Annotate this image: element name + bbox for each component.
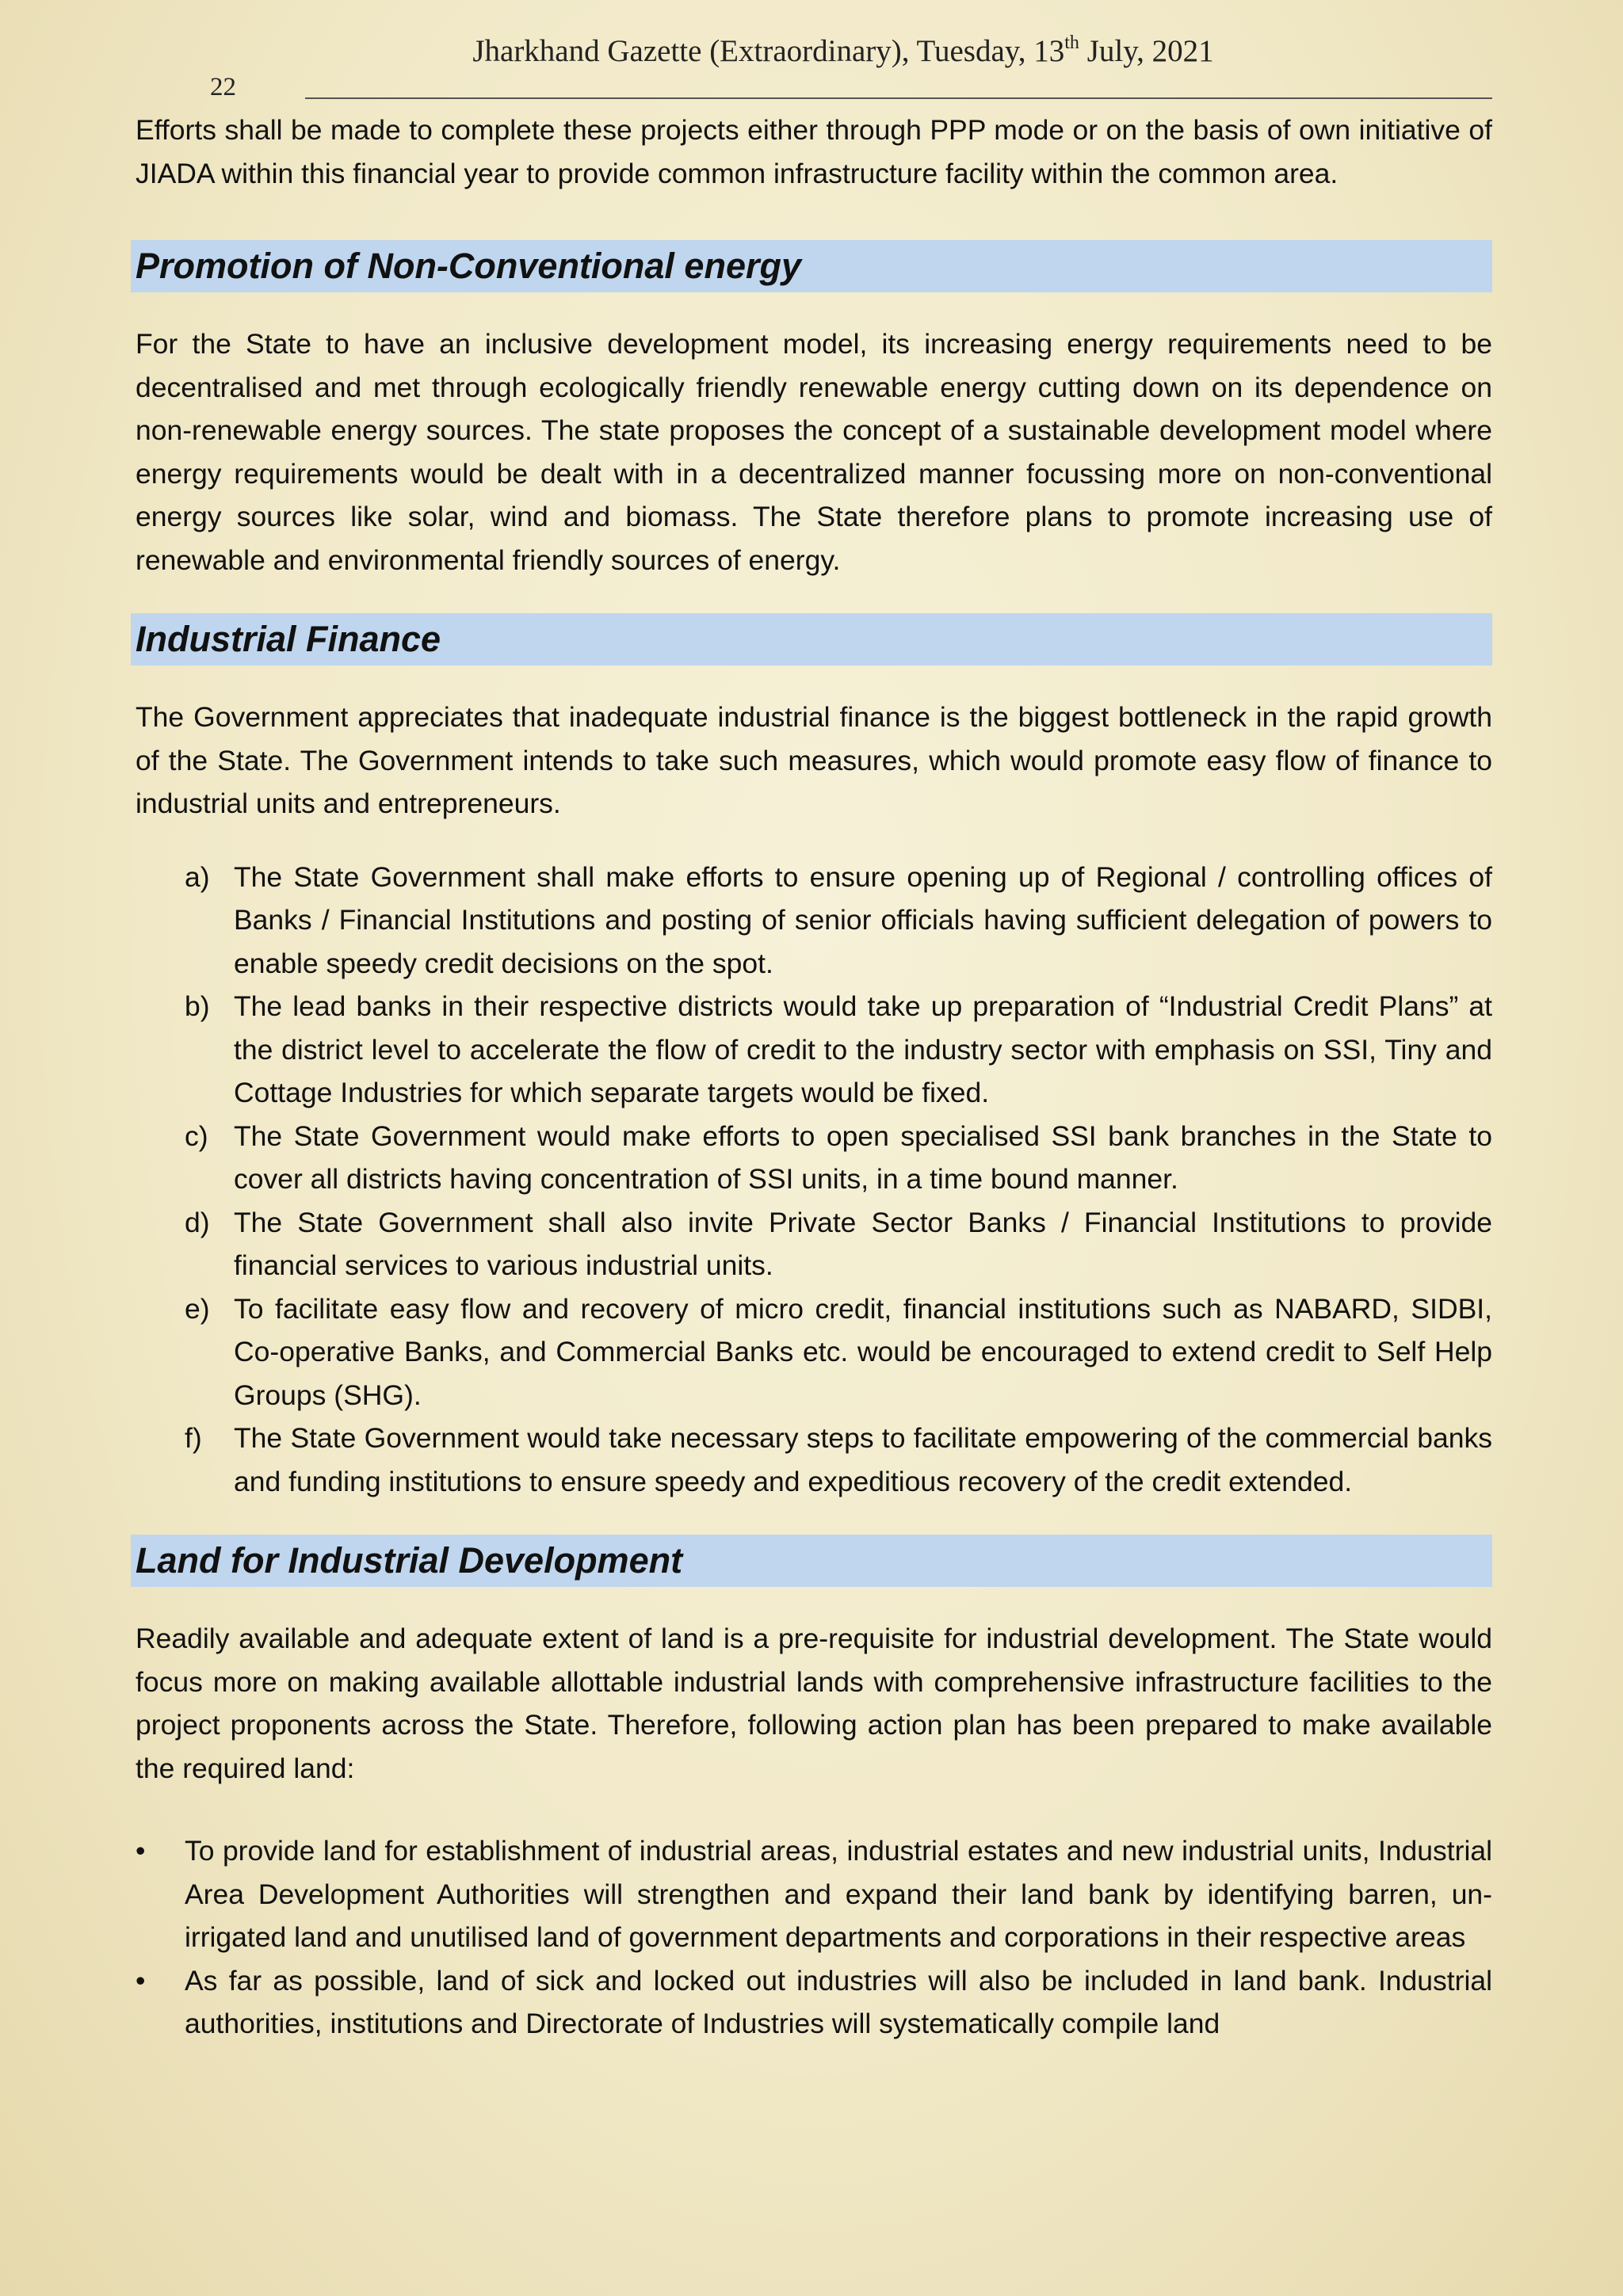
- bullet-item: [136, 1829, 1492, 1959]
- industrial-finance-list: [136, 856, 1492, 1504]
- header-divider: [305, 97, 1492, 99]
- list-item: [136, 1287, 1492, 1417]
- list-item: [136, 1201, 1492, 1287]
- gazette-month-year: July, 2021: [1079, 34, 1214, 68]
- list-item-text: The State Government would make efforts to open specialised SSI bank branches in the State to cover all districts having concentration of SSI units, in a time bound manner.: [234, 1119, 1492, 1195]
- list-marker: c): [185, 1119, 208, 1152]
- list-marker: a): [185, 860, 210, 893]
- gazette-title-date: Jharkhand Gazette (Extraordinary), Tuesday, 13: [472, 34, 1065, 68]
- list-item-text: To facilitate easy flow and recovery of micro credit, financial institutions such as NABARD, SIDBI, Co-operative Banks, and Commercial Banks etc. would be encouraged to extend credit to Self Help Groups (SHG).: [234, 1292, 1492, 1411]
- non-conventional-energy-paragraph: For the State to have an inclusive development model, its increasing energy requirements need to be decentralised and met through ecologically friendly renewable energy cutting down on its dependence on non-renewable energy sources. The state proposes the concept of a sustainable development model where energy requirements would be dealt with in a decentralized manner focussing more on non-conventional energy sources like solar, wind and biomass. The State therefore plans to promote increasing use of renewable and environmental friendly sources of energy.: [136, 328, 1492, 576]
- land-development-paragraph: Readily available and adequate extent of land is a pre-requisite for industrial development. The State would focus more on making available allottable industrial lands with comprehensive infrastructure facilities to the project proponents across the State. Therefore, following action plan has been prepared to make available the required land:: [136, 1623, 1492, 1784]
- list-item: [136, 1417, 1492, 1503]
- list-item-text: The State Government would take necessary steps to facilitate empowering of the commercial banks and funding institutions to ensure speedy and expeditious recovery of the credit extended.: [234, 1422, 1492, 1497]
- list-marker: d): [185, 1206, 210, 1238]
- bullet-item-text: To provide land for establishment of industrial areas, industrial estates and new industrial units, Industrial Area Development Authorities will strengthen and expand their land bank by identifying barren, un-irrigated land and unutilised land of government departments and corporations in their respective areas: [185, 1835, 1492, 1953]
- industrial-finance-paragraph: The Government appreciates that inadequate industrial finance is the biggest bottleneck in the rapid growth of the State. The Government intends to take such measures, which would promote easy flow of finance to industrial units and entrepreneurs.: [136, 701, 1492, 819]
- list-item-text: The State Government shall also invite Private Sector Banks / Financial Institutions to provide financial services to various industrial units.: [234, 1206, 1492, 1281]
- list-item-text: The lead banks in their respective districts would take up preparation of “Industrial Credit Plans” at the district level to accelerate the flow of credit to the industry sector with emphasis on SSI, Tiny and Cottage Industries for which separate targets would be fixed.: [234, 990, 1492, 1108]
- bullet-point: •: [136, 1835, 146, 1867]
- list-item: [136, 1115, 1492, 1201]
- section-heading-land-for-industrial-development: Land for Industrial Development: [131, 1535, 1492, 1587]
- section-heading-non-conventional-energy: Promotion of Non-Conventional energy: [131, 240, 1492, 292]
- bullet-point: •: [136, 1964, 146, 1997]
- list-marker: f): [185, 1422, 202, 1454]
- list-marker: e): [185, 1292, 210, 1325]
- page-number: 22: [210, 73, 236, 101]
- bullet-item: [136, 1959, 1492, 2046]
- date-ordinal-suffix: th: [1064, 32, 1079, 53]
- bullet-item-text: As far as possible, land of sick and locked out industries will also be included in land bank. Industrial authorities, institutions and Directorate of Industries will systematically compile land: [185, 1964, 1492, 2039]
- list-item: [136, 856, 1492, 986]
- gazette-header: [0, 33, 1623, 69]
- list-item: [136, 985, 1492, 1115]
- intro-paragraph: Efforts shall be made to complete these projects either through PPP mode or on the basis of own initiative of JIADA within this financial year to provide common infrastructure facility within the common area.: [136, 114, 1492, 189]
- list-item-text: The State Government shall make efforts to ensure opening up of Regional / controlling offices of Banks / Financial Institutions and posting of senior officials having sufficient delegation of powers to enable speedy credit decisions on the spot.: [234, 860, 1492, 979]
- list-marker: b): [185, 990, 210, 1022]
- land-action-plan-list: [136, 1829, 1492, 2046]
- section-heading-industrial-finance: Industrial Finance: [131, 613, 1492, 666]
- page-content: [136, 109, 1492, 2046]
